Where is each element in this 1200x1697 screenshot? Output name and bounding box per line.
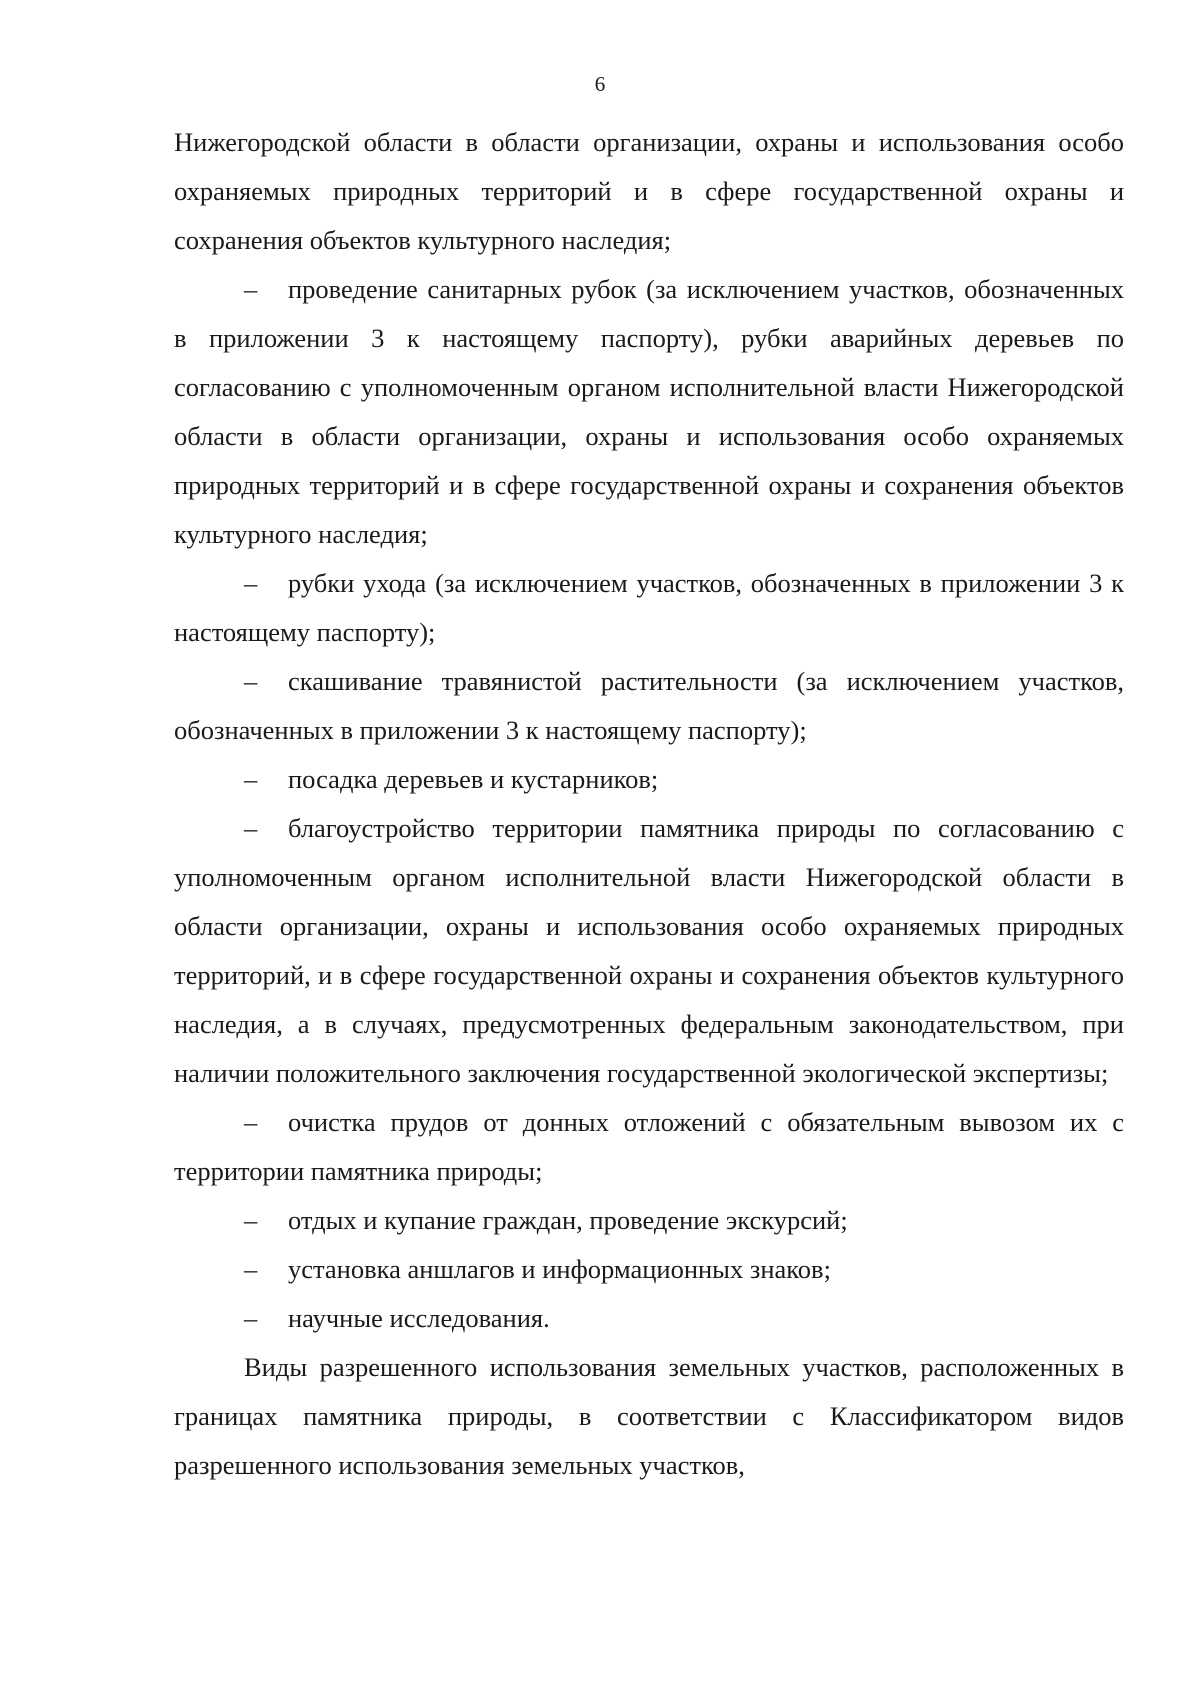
paragraph-text: проведение санитарных рубок (за исключением участков, обозначенных в приложении 3 к настоящему паспорту), рубки аварийных деревьев по согласованию с уполномоченным органом исполнительной власти Нижегородской области в области организации, охраны и использования особо охраняемых природных территорий и в сфере государственной охраны и сохранения объектов культурного наследия; — [174, 274, 1124, 549]
paragraph-text: Виды разрешенного использования земельных участков, расположенных в границах памятника природы, в соответствии с Классификатором видов разрешенного использования земельных участков, — [174, 1352, 1124, 1480]
page-number: 6 — [594, 72, 606, 96]
paragraph-text: научные исследования. — [288, 1303, 550, 1333]
paragraph-continuation — [174, 118, 1124, 265]
paragraph-text: отдых и купание граждан, проведение экскурсий; — [288, 1205, 848, 1235]
list-item-landscaping — [174, 804, 1124, 1098]
paragraph-text: установка аншлагов и информационных знаков; — [288, 1254, 831, 1284]
dash-marker: – — [244, 666, 258, 696]
dash-marker: – — [244, 813, 258, 843]
list-item-signs — [174, 1245, 1124, 1294]
paragraph-text: посадка деревьев и кустарников; — [288, 764, 659, 794]
document-body — [174, 118, 1124, 1490]
dash-marker: – — [244, 568, 258, 598]
list-item-pond-cleaning — [174, 1098, 1124, 1196]
paragraph-text: благоустройство территории памятника природы по согласованию с уполномоченным органом исполнительной власти Нижегородской области в области организации, охраны и использования особо охраняемых природных территорий, и в сфере государственной охраны и сохранения объектов культурного наследия, а в случаях, предусмотренных федеральным законодательством, при наличии положительного заключения государственной экологической экспертизы; — [174, 813, 1124, 1088]
list-item-care-felling — [174, 559, 1124, 657]
dash-marker: – — [244, 1205, 258, 1235]
paragraph-text: скашивание травянистой растительности (за исключением участков, обозначенных в приложении 3 к настоящему паспорту); — [174, 666, 1124, 745]
paragraph-text: рубки ухода (за исключением участков, обозначенных в приложении 3 к настоящему паспорту); — [174, 568, 1124, 647]
dash-marker: – — [244, 274, 258, 304]
list-item-mowing — [174, 657, 1124, 755]
dash-marker: – — [244, 1303, 258, 1333]
dash-marker: – — [244, 1254, 258, 1284]
list-item-research — [174, 1294, 1124, 1343]
paragraph-text: очистка прудов от донных отложений с обязательным вывозом их с территории памятника природы; — [174, 1107, 1124, 1186]
paragraph-land-use-types — [174, 1343, 1124, 1490]
list-item-planting — [174, 755, 1124, 804]
list-item-sanitary-felling — [174, 265, 1124, 559]
dash-marker: – — [244, 764, 258, 794]
list-item-recreation — [174, 1196, 1124, 1245]
dash-marker: – — [244, 1107, 258, 1137]
paragraph-text: Нижегородской области в области организации, охраны и использования особо охраняемых природных территорий и в сфере государственной охраны и сохранения объектов культурного наследия; — [174, 127, 1124, 255]
